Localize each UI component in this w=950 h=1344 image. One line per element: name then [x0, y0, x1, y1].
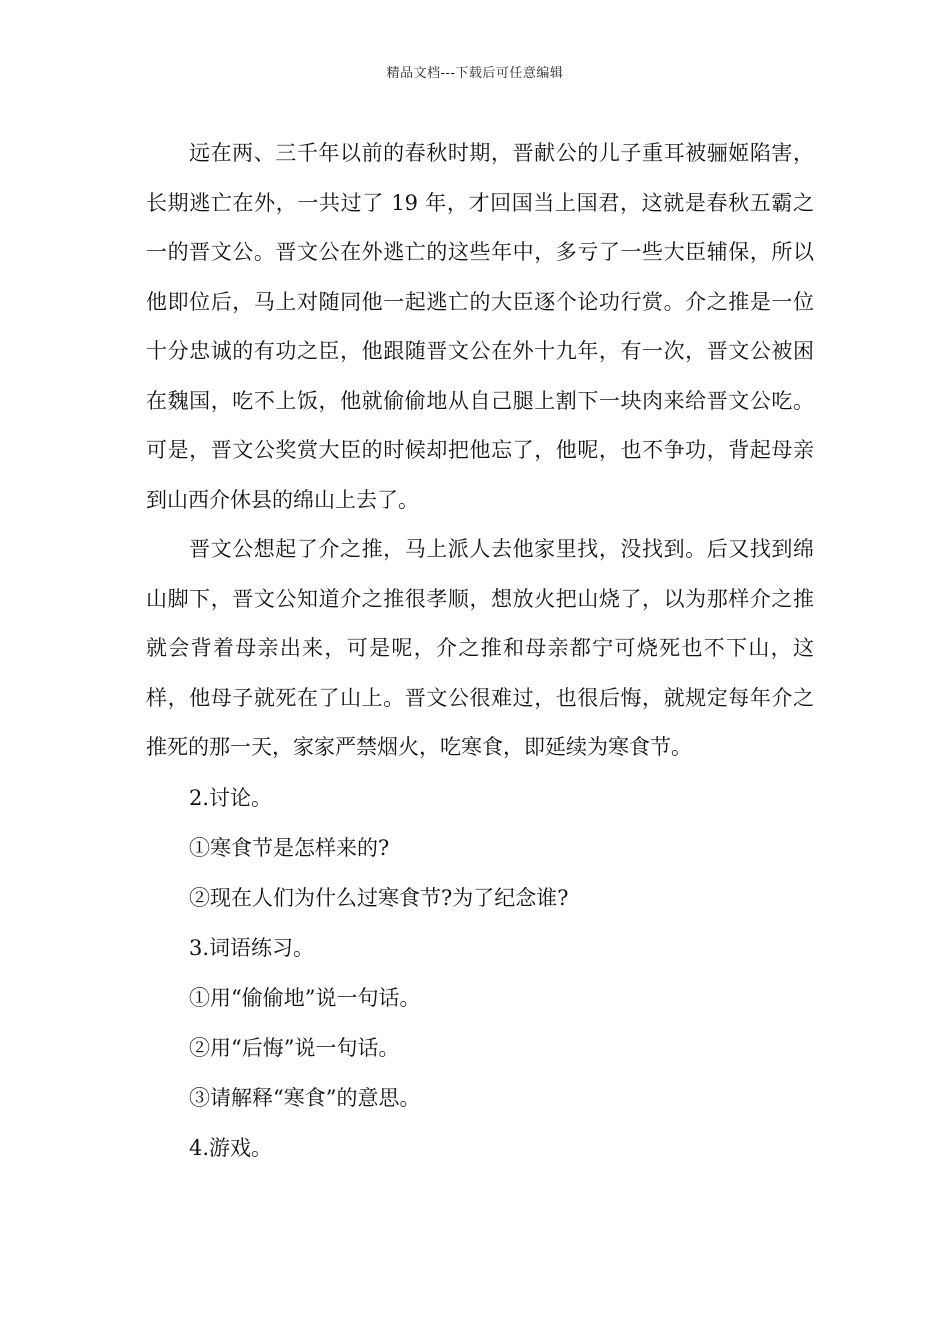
section-heading-game: 4.游戏。 [189, 1135, 273, 1160]
vocab-exercise-3: ③请解释“寒食”的意思。 [189, 1085, 421, 1110]
question-2: ②现在人们为什么过寒食节?为了纪念谁? [189, 885, 569, 910]
page-header: 精品文档---下载后可任意编辑 [386, 66, 564, 81]
vocab-exercise-1: ①用“偷偷地”说一句话。 [189, 985, 421, 1010]
document-body [146, 129, 814, 1173]
question-1: ①寒食节是怎样来的? [189, 835, 390, 860]
story-paragraph-1: 远在两、三千年以前的春秋时期，晋献公的儿子重耳被骊姬陷害，长期逃亡在外，一共过了 19 年，才回国当上国君，这就是春秋五霸之一的晋文公。晋文公在外逃亡的这些年中，多亏了一些大臣辅保，所以他即位后，马上对随同他一起逃亡的大臣逐个论功行赏。介之推是一位十分忠诚的有功之臣，他跟随晋文公在外十九年，有一次，晋文公被困在魏国，吃不上饭，他就偷偷地从自己腿上割下一块肉来给晋文公吃。可是，晋文公奖赏大臣的时候却把他忘了，他呢，也不争功，背起母亲到山西介休县的绵山上去了。 [146, 141, 814, 512]
section-heading-vocabulary: 3.词语练习。 [189, 935, 315, 960]
vocab-exercise-2: ②用“后悔”说一句话。 [189, 1035, 400, 1060]
story-paragraph-2: 晋文公想起了介之推，马上派人去他家里找，没找到。后又找到绵山脚下，晋文公知道介之推很孝顺，想放火把山烧了，以为那样介之推就会背着母亲出来，可是呢，介之推和母亲都宁可烧死也不下山，这样，他母子就死在了山上。晋文公很难过，也很后悔，就规定每年介之推死的那一天，家家严禁烟火，吃寒食，即延续为寒食节。 [146, 537, 814, 759]
section-heading-discussion: 2.讨论。 [189, 785, 273, 810]
